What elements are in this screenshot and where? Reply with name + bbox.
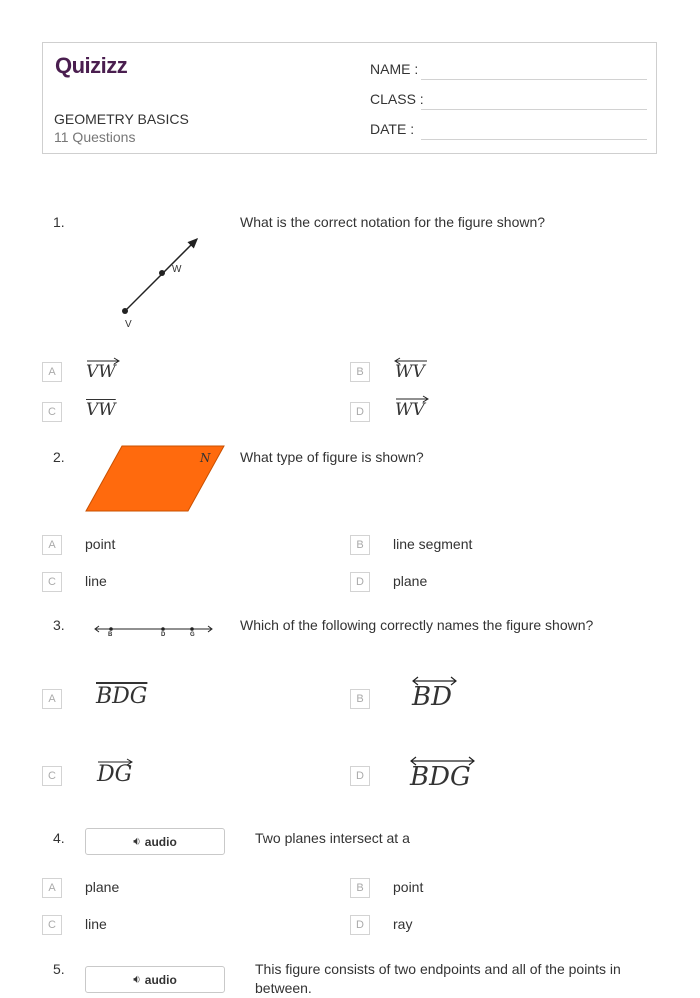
- point-g: [190, 627, 194, 631]
- question-number: 4.: [53, 830, 65, 846]
- option-c-text[interactable]: DG: [97, 762, 132, 787]
- option-b-letter[interactable]: B: [350, 535, 370, 555]
- option-d-letter[interactable]: D: [350, 402, 370, 422]
- option-a-text[interactable]: plane: [85, 879, 120, 895]
- option-a-letter[interactable]: A: [42, 535, 62, 555]
- question-number: 3.: [53, 617, 65, 633]
- double-arrow-accent: [412, 676, 458, 686]
- option-a-letter[interactable]: A: [42, 362, 62, 382]
- option-d-text[interactable]: plane: [393, 573, 428, 589]
- option-c-text[interactable]: line: [85, 916, 107, 932]
- question-text: Two planes intersect at a: [255, 830, 410, 846]
- option-b-text[interactable]: line segment: [393, 536, 473, 552]
- option-b-text[interactable]: BD: [412, 682, 452, 712]
- point-b: [109, 627, 113, 631]
- label-d: D: [161, 632, 166, 638]
- option-d-letter[interactable]: D: [350, 572, 370, 592]
- audio-button[interactable]: [85, 828, 225, 855]
- option-a-letter[interactable]: A: [42, 689, 62, 709]
- speaker-icon: 🔉︎: [133, 834, 141, 848]
- question-text: What is the correct notation for the figure shown?: [240, 214, 546, 230]
- option-d-text[interactable]: WV: [395, 400, 425, 420]
- ray-right-accent: [97, 758, 133, 766]
- worksheet-title: GEOMETRY BASICS: [54, 111, 189, 127]
- date-label: DATE :: [370, 121, 415, 137]
- option-b-letter[interactable]: B: [350, 689, 370, 709]
- option-c-text[interactable]: $\overline{VW}$: [86, 400, 116, 420]
- option-a-text[interactable]: point: [85, 536, 116, 552]
- label-g: G: [190, 632, 195, 638]
- option-c-letter[interactable]: C: [42, 572, 62, 592]
- option-b-letter[interactable]: B: [350, 362, 370, 382]
- point-d: [161, 627, 165, 631]
- label-n: N: [200, 451, 211, 465]
- question-number: 1.: [53, 214, 65, 230]
- option-a-letter[interactable]: A: [42, 878, 62, 898]
- question-number: 5.: [53, 961, 65, 977]
- question-text: Which of the following correctly names the figure shown?: [240, 617, 594, 633]
- option-c-letter[interactable]: C: [42, 766, 62, 786]
- audio-label: audio: [144, 834, 177, 849]
- option-c-text[interactable]: line: [85, 573, 107, 589]
- question-text: What type of figure is shown?: [240, 449, 424, 465]
- option-d-letter[interactable]: D: [350, 915, 370, 935]
- option-c-letter[interactable]: C: [42, 915, 62, 935]
- name-label: NAME :: [370, 61, 419, 77]
- option-b-text[interactable]: point: [393, 879, 424, 895]
- quizizz-logo: Quizizz: [55, 53, 128, 78]
- speaker-icon: 🔉︎: [133, 972, 141, 986]
- option-b-text[interactable]: WV: [395, 362, 425, 382]
- option-b-letter[interactable]: B: [350, 878, 370, 898]
- option-a-text[interactable]: VW: [86, 362, 116, 382]
- audio-label: audio: [144, 972, 177, 987]
- double-arrow-accent: [410, 756, 476, 766]
- option-d-text[interactable]: ray: [393, 916, 413, 932]
- option-d-letter[interactable]: D: [350, 766, 370, 786]
- class-label: CLASS :: [370, 91, 424, 107]
- label-v: V: [125, 319, 132, 330]
- audio-button[interactable]: [85, 966, 225, 993]
- option-a-text[interactable]: $\overline{BDG}$: [96, 684, 148, 709]
- label-b: B: [108, 632, 113, 638]
- option-c-letter[interactable]: C: [42, 402, 62, 422]
- question-number: 2.: [53, 449, 65, 465]
- question-text: This figure consists of two endpoints and all of the points in between.: [255, 961, 621, 996]
- label-w: W: [172, 264, 182, 275]
- question-count: 11 Questions: [54, 129, 136, 145]
- option-d-text[interactable]: BDG: [410, 762, 471, 792]
